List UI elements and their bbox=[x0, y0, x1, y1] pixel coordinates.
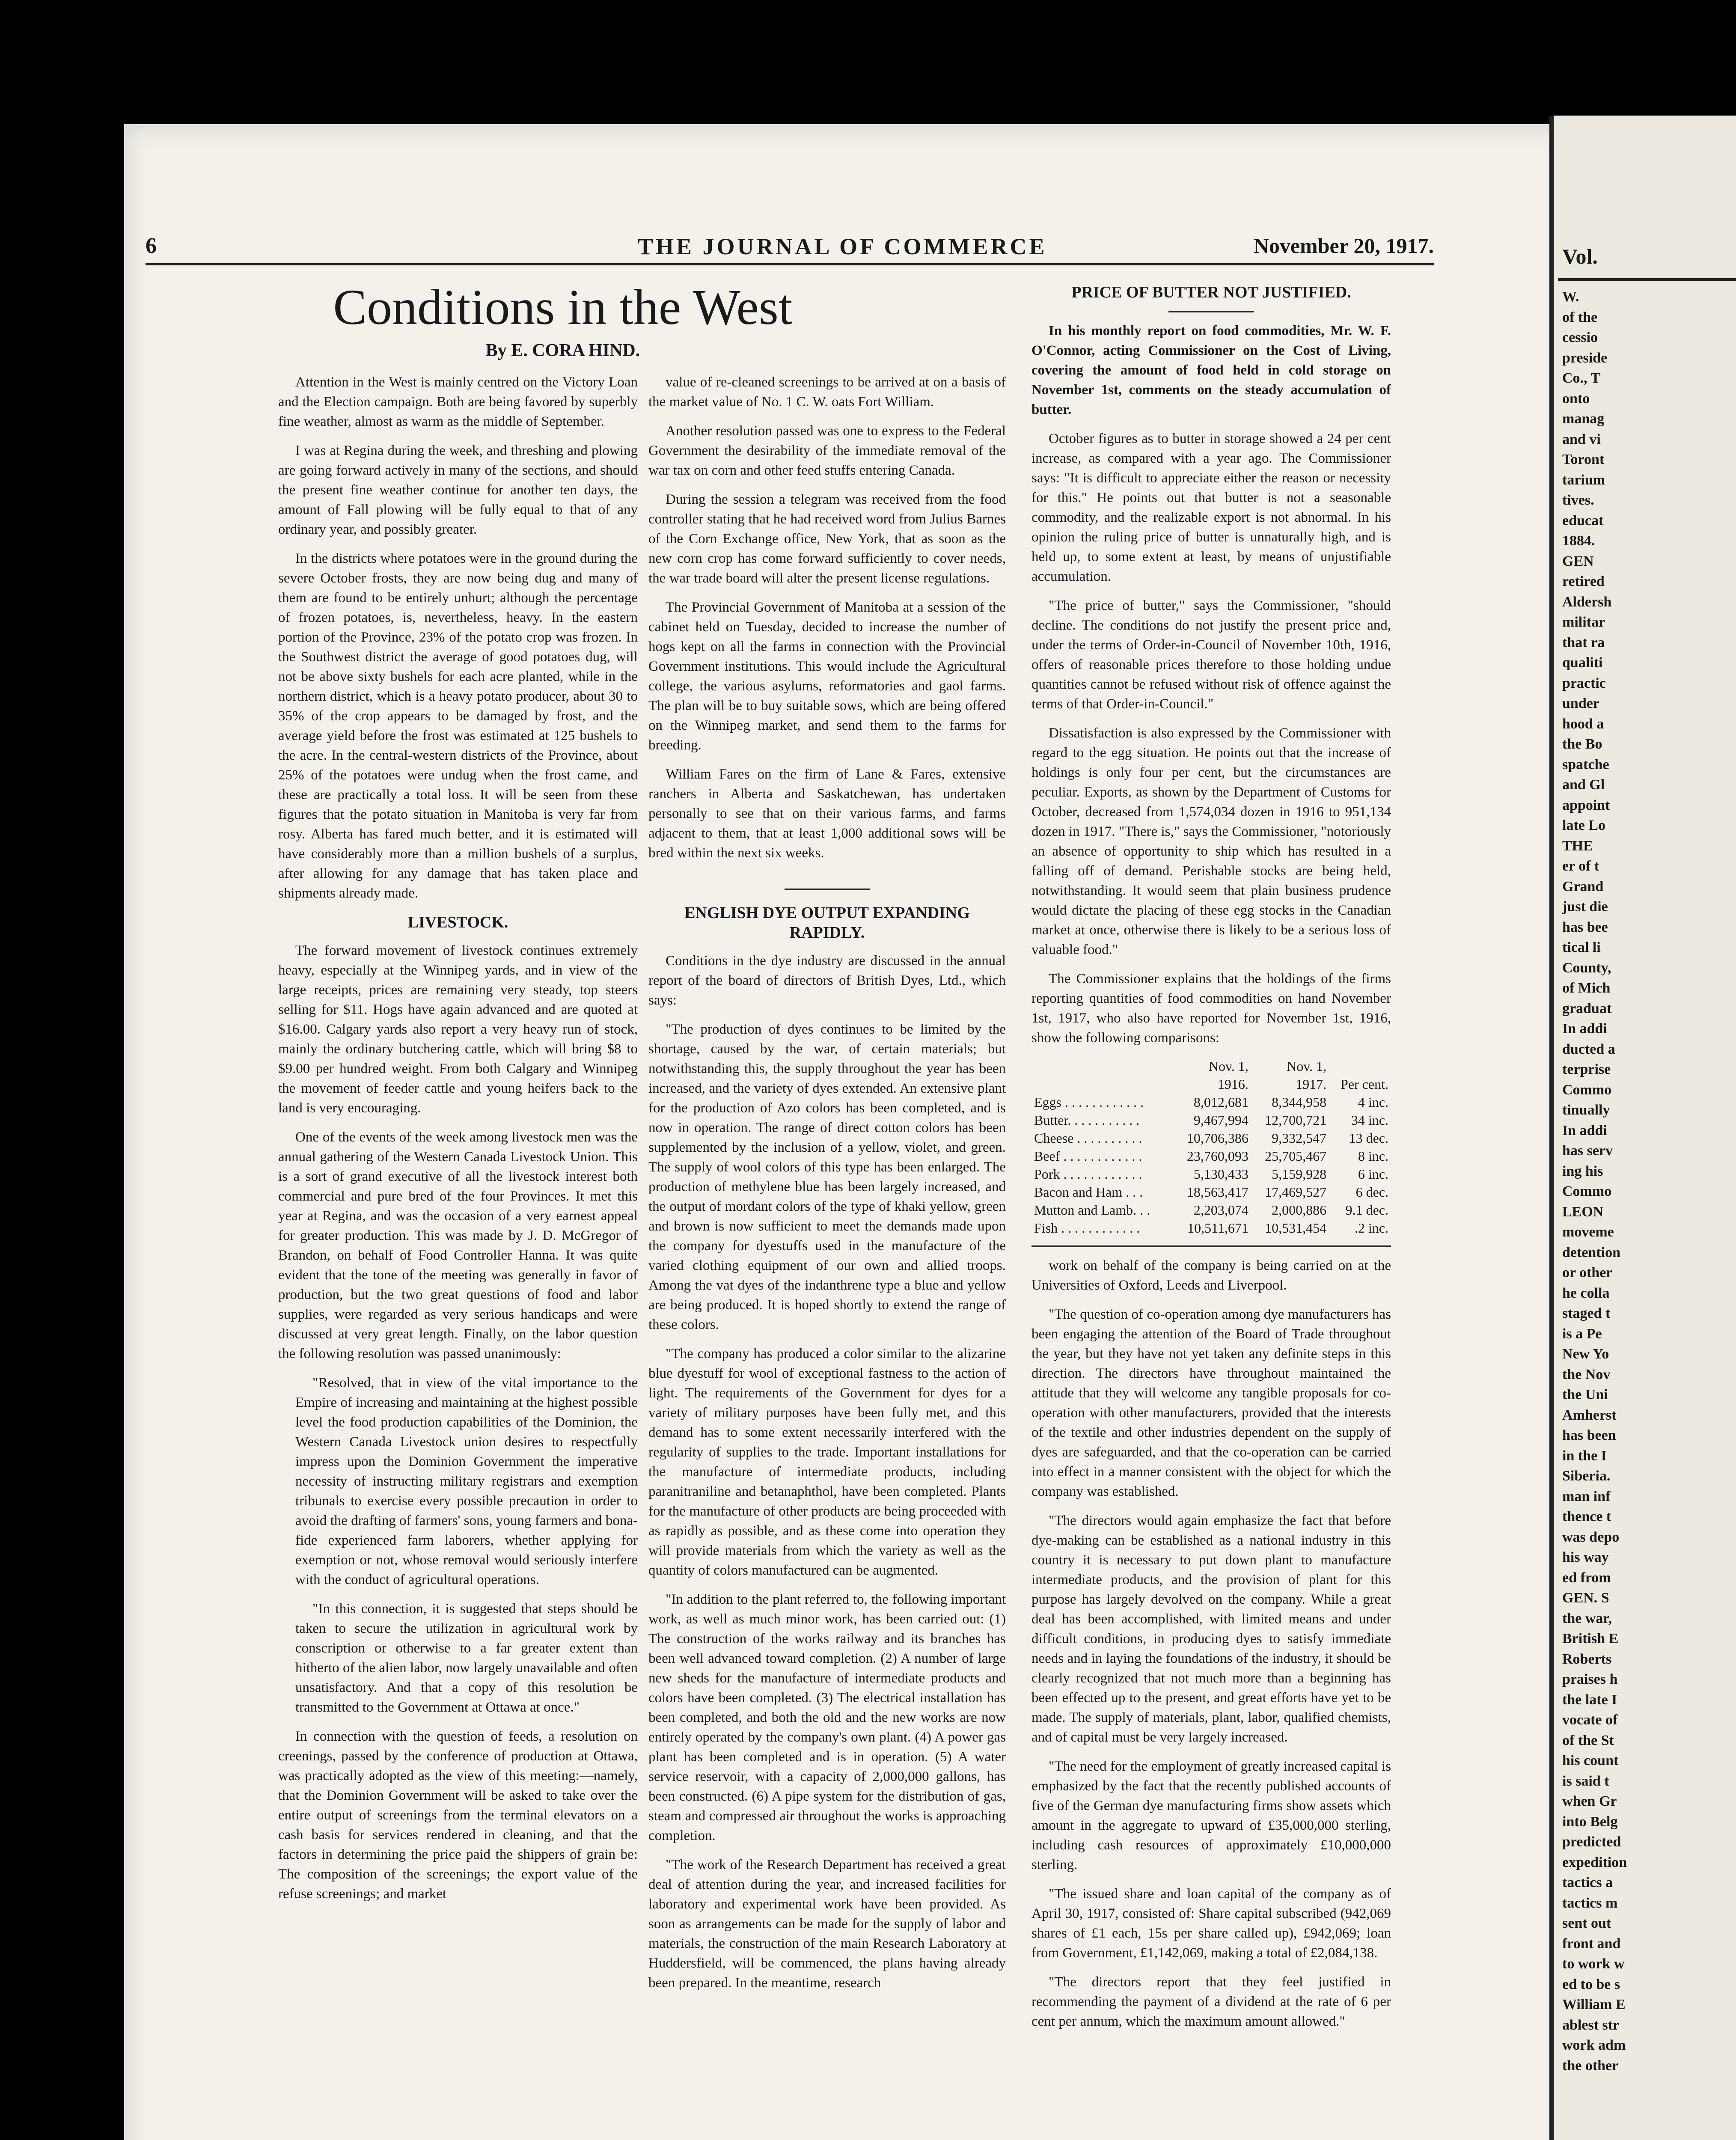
text-fragment: has been bbox=[1562, 1427, 1616, 1443]
text-fragment: the Uni bbox=[1562, 1387, 1608, 1403]
table-cell: Bacon and Ham . . . bbox=[1034, 1184, 1143, 1200]
page-number: 6 bbox=[146, 234, 157, 258]
text-fragment: ing his bbox=[1562, 1163, 1603, 1179]
text-fragment: onto bbox=[1562, 390, 1590, 407]
text-fragment: late Lo bbox=[1562, 817, 1606, 833]
table-header-row bbox=[1031, 1075, 1391, 1093]
text-fragment: in the I bbox=[1562, 1447, 1607, 1464]
paragraph: "In this connection, it is suggested that steps should be taken to secure the utilization in agricultural work by conscription or otherwise to a far greater extent than hitherto of the alien labor, now largely unavailable and often unsatisfactory. And that a copy of this resolution be transmitted to the Government at Ottawa at once." bbox=[295, 1601, 638, 1715]
table-cell: Fish . . . . . . . . . . . . bbox=[1034, 1220, 1140, 1236]
text-fragment: ed from bbox=[1562, 1569, 1611, 1586]
text-fragment: has bee bbox=[1562, 919, 1608, 935]
table-cell: 6 inc. bbox=[1358, 1166, 1388, 1182]
text-fragment: Amherst bbox=[1562, 1407, 1617, 1423]
text-fragment: British E bbox=[1562, 1631, 1619, 1647]
table-cell: 13 dec. bbox=[1349, 1130, 1388, 1146]
table-row bbox=[1031, 1111, 1391, 1129]
text-fragment: sent out bbox=[1562, 1915, 1611, 1931]
table-cell: Butter. . . . . . . . . . . bbox=[1034, 1112, 1140, 1128]
table-cell: 34 inc. bbox=[1351, 1112, 1388, 1128]
text-fragment: LEON bbox=[1562, 1204, 1604, 1220]
text-fragment: of Mich bbox=[1562, 980, 1611, 996]
text-fragment: of the St bbox=[1562, 1732, 1614, 1748]
text-fragment: spatche bbox=[1562, 756, 1609, 773]
text-fragment: preside bbox=[1562, 350, 1608, 366]
text-fragment: work adm bbox=[1562, 2037, 1626, 2053]
text-fragment: the late I bbox=[1562, 1691, 1617, 1708]
paragraph: work on behalf of the company is being carried on at the Universities of Oxford, Leeds and Liverpool. bbox=[1031, 1258, 1391, 1293]
text-fragment: is a Pe bbox=[1562, 1326, 1602, 1342]
text-fragment: he colla bbox=[1562, 1285, 1610, 1301]
table-cell: 8 inc. bbox=[1358, 1148, 1388, 1164]
paragraph: Another resolution passed was one to express to the Federal Government the desirability of the immediate removal of the war tax on corn and other feed stuffs entering Canada. bbox=[648, 423, 1006, 478]
text-fragment: W. bbox=[1562, 289, 1579, 305]
text-fragment: New Yo bbox=[1562, 1346, 1609, 1362]
food-storage-table bbox=[1031, 1057, 1391, 1237]
text-fragment: THE bbox=[1562, 838, 1593, 854]
paragraph: In connection with the question of feeds, a resolution on creenings, passed by the conference of production at Ottawa, was practically adopted as the view of this meeting:—namely, that the Dominion Government will be asked to take over the entire output of screenings from the terminal elevators on a cash basis for services rendered in cleaning, and that the factors in determining the price paid the shippers of grain be: The composition of the screenings; the export value of the refuse screenings; and market bbox=[278, 1729, 638, 1902]
table-cell: 2,203,074 bbox=[1193, 1202, 1248, 1218]
table-cell: .2 inc. bbox=[1354, 1220, 1388, 1236]
text-fragment: just die bbox=[1562, 899, 1608, 915]
text-fragment: er of t bbox=[1562, 858, 1599, 874]
column-3 bbox=[1031, 278, 1391, 2041]
text-fragment: has serv bbox=[1562, 1143, 1613, 1159]
text-fragment: ed to be s bbox=[1562, 1976, 1620, 1992]
column-2 bbox=[648, 372, 1006, 2002]
text-fragment: that ra bbox=[1562, 634, 1605, 651]
table-cell: Pork . . . . . . . . . . . . bbox=[1034, 1166, 1142, 1182]
text-fragment: tactics a bbox=[1562, 1875, 1613, 1890]
text-fragment: practic bbox=[1562, 675, 1606, 691]
text-fragment: or other bbox=[1562, 1265, 1613, 1281]
text-fragment: Commo bbox=[1562, 1082, 1612, 1098]
paragraph: "The price of butter," says the Commissioner, "should decline. The conditions do not justify the present price and, under the terms of Order-in-Council of November 10th, 1916, offers of reasonable prices therefore to those holding undue quantities cannot be refused without risk of offence against the terms of that Order-in-Council." bbox=[1031, 598, 1391, 712]
text-fragment: Toront bbox=[1562, 452, 1605, 467]
livestock-heading: LIVESTOCK. bbox=[407, 913, 508, 931]
text-fragment: cessio bbox=[1562, 330, 1598, 345]
paragraph: "The work of the Research Department has received a great deal of attention during the year, and increased facilities for laboratory and experimental work have been provided. As soon as arrangements can be made for the supply of labor and materials, the construction of the main Research Laboratory at Huddersfield, will be commenced, the plans having already been prepared. In the meantime, research bbox=[648, 1857, 1006, 1991]
text-fragment: educat bbox=[1562, 512, 1604, 529]
paragraph: The forward movement of livestock continues extremely heavy, especially at the Winnipeg yards, and in view of the large receipts, prices are remaining very steady, top steers selling for $11. Hogs have again advanced and are quoted at $16.00. Calgary yards also report a very heavy run of stock, mainly the ordinary butchering cattle, which will bring $8 to $9.00 per hundred weight. From both Calgary and Winnipeg the movement of feeder cattle and young heifers back to the land is very encouraging. bbox=[278, 943, 638, 1116]
paragraph: William Fares on the firm of Lane & Fares, extensive ranchers in Alberta and Saskatchewan, has undertaken personally to see that on their various farms, and farms adjacent to them, that at least 1,000 additional sows will be bred within the next six weeks. bbox=[648, 767, 1006, 861]
issue-date: November 20, 1917. bbox=[1253, 234, 1434, 258]
table-row bbox=[1031, 1201, 1391, 1219]
text-fragment: William E bbox=[1562, 1997, 1626, 2012]
text-fragment: tical li bbox=[1562, 939, 1601, 955]
table-cell: Eggs . . . . . . . . . . . . bbox=[1034, 1094, 1144, 1110]
text-fragment: the Nov bbox=[1562, 1366, 1611, 1382]
table-cell: 5,130,433 bbox=[1193, 1166, 1248, 1182]
text-fragment: man inf bbox=[1562, 1488, 1611, 1504]
table-cell: 2,000,886 bbox=[1272, 1202, 1327, 1218]
table-cell: 17,469,527 bbox=[1265, 1184, 1327, 1200]
paragraph: October figures as to butter in storage showed a 24 per cent increase, as compared with a year ago. The Commissioner says: "It is difficult to appreciate either the reason or necessity for this." He points out that butter is not a seasonable commodity, and the realizable export is not abnormal. In his opinion the ruling price of butter is unnaturally high, and is held up, to some extent at least, by means of unjustifiable accumulation. bbox=[1031, 431, 1391, 584]
text-fragment: the war, bbox=[1562, 1610, 1612, 1626]
paragraph: Attention in the West is mainly centred on the Victory Loan and the Election campaign. Both are being favored by superbly fine weather, almost as warm as the middle of September. bbox=[278, 374, 638, 429]
table-row bbox=[1031, 1165, 1391, 1183]
text-fragment: when Gr bbox=[1562, 1793, 1617, 1809]
text-fragment: GEN bbox=[1562, 553, 1594, 569]
table-cell: 18,563,417 bbox=[1186, 1184, 1248, 1200]
text-fragment: front and bbox=[1562, 1935, 1621, 1952]
table-row bbox=[1031, 1219, 1391, 1237]
text-fragment: appoint bbox=[1562, 797, 1610, 813]
text-fragment: GEN. S bbox=[1562, 1590, 1609, 1606]
paragraph: One of the events of the week among livestock men was the annual gathering of the Western Canada Livestock Union. This is a sort of grand executive of all the livestock interest both commercial and pure bred of the four Provinces. It met this year at Regina, and was the occasion of a very earnest appeal for greater production. This was made by J. D. McGregor of Brandon, on behalf of Food Controller Hanna. It was quite evident that the tone of the meeting was generally in favor of production, but the two great questions of food and labor supplies, were regarded as very serious handicaps and were discussed at very great length. Finally, on the labor question the following resolution was passed unanimously: bbox=[278, 1129, 638, 1361]
text-fragment: predicted bbox=[1562, 1834, 1621, 1850]
butter-headline: PRICE OF BUTTER NOT JUSTIFIED. bbox=[1071, 283, 1351, 301]
text-fragment: into Belg bbox=[1562, 1813, 1618, 1830]
paragraph: The Provincial Government of Manitoba at a session of the cabinet held on Tuesday, decided to increase the number of hogs kept on all the farms in connection with the Provincial Government institutions. This would include the Agricultural college, the various asylums, reformatories and gaol farms. The plan will be to buy suitable sows, which are being offered on the Winnipeg market, and send them to the farms for breeding. bbox=[648, 600, 1006, 753]
paragraph: "The directors report that they feel justified in recommending the payment of a dividend at the rate of 6 per cent per annum, which the maximum amount allowed." bbox=[1031, 1974, 1391, 2029]
publication-title: THE JOURNAL OF COMMERCE bbox=[638, 234, 1047, 259]
table-header-cell: Nov. 1, bbox=[1208, 1058, 1248, 1074]
table-header-row bbox=[1031, 1057, 1391, 1075]
adjacent-page-header: Vol. bbox=[1562, 244, 1598, 268]
table-cell: 9.1 dec. bbox=[1345, 1202, 1388, 1218]
text-fragment: In addi bbox=[1562, 1021, 1607, 1037]
paragraph: In the districts where potatoes were in the ground during the severe October frosts, they are now being dug and many of them are found to be entirely unhurt; although the percentage of frozen potatoes, is, nevertheless, heavy. In the eastern portion of the Province, 23% of the potato crop was frozen. In the Southwest district the average of good potatoes dug, will not be above sixty bushels for each acre planted, while in the northern district, which is a heavy potato producer, about 30 to 35% of the crop appears to be damaged by frost, and the average yield before the frost was estimated at 125 bushels to the acre. In the central-western districts of the Province, about 25% of the potatoes were undug when the frost came, and these are practically a total loss. It will be seen from these figures that the potato situation in Manitoba is very far from rosy. Alberta has fared much better, and it is estimated will have considerably more than a million bushels of a surplus, after allowing for any damage that has taken place and shipments already made. bbox=[278, 551, 638, 901]
table-cell: 10,511,671 bbox=[1187, 1220, 1248, 1236]
table-header-cell: 1917. bbox=[1296, 1076, 1327, 1092]
table-header-cell: Nov. 1, bbox=[1287, 1058, 1327, 1074]
table-header-cell bbox=[1031, 1075, 1173, 1093]
table-cell: 4 inc. bbox=[1358, 1094, 1388, 1110]
adjacent-page-text bbox=[1562, 287, 1627, 2076]
table-cell: 9,467,994 bbox=[1193, 1112, 1248, 1128]
paragraph: Dissatisfaction is also expressed by the Commissioner with regard to the egg situation. He points out that the increase of holdings is only four per cent, but the circumstances are peculiar. Exports, as shown by the Department of Customs for October, decreased from 1,574,034 dozen in 1916 to 951,134 dozen in 1917. "There is," says the Commissioner, "notoriously an absence of opportunity to ship which has resulted in a falling off of demand. Perishable stocks are being held, notwithstanding. It would seem that plain business prudence would dictate the placing of these egg stocks in the Canadian market at once, otherwise there is likely to be a serious loss of valuable food." bbox=[1031, 725, 1391, 957]
article-headline: Conditions in the West bbox=[333, 279, 793, 335]
table-cell: Beef . . . . . . . . . . . . bbox=[1034, 1148, 1142, 1164]
text-fragment: praises h bbox=[1562, 1671, 1618, 1687]
text-fragment: Commo bbox=[1562, 1183, 1612, 1199]
text-fragment: qualiti bbox=[1562, 655, 1603, 671]
paragraph: Conditions in the dye industry are discussed in the annual report of the board of directors of British Dyes, Ltd., which says: bbox=[648, 953, 1006, 1008]
text-fragment: Aldersh bbox=[1562, 594, 1612, 610]
text-fragment: his way bbox=[1562, 1549, 1609, 1565]
table-row bbox=[1031, 1147, 1391, 1165]
table-cell: 8,344,958 bbox=[1272, 1094, 1327, 1110]
table-header-cell: Per cent. bbox=[1341, 1076, 1388, 1092]
paragraph: "The question of co-operation among dye manufacturers has been engaging the attention of the Board of Trade throughout the year, but they have not yet taken any definite steps in this direction. The directors have throughout maintained the attitude that they will welcome any tangible proposals for co-operation with other manufacturers, provided that the interests of the textile and other industries dependent on the supply of dyes are safeguarded, and that the co-operation can be carried into effect in a manner consistent with the object for which the company was established. bbox=[1031, 1307, 1391, 1499]
table-cell: 23,760,093 bbox=[1186, 1148, 1248, 1164]
text-fragment: County, bbox=[1562, 960, 1611, 976]
divider bbox=[1031, 1245, 1391, 1247]
text-fragment: Roberts bbox=[1562, 1651, 1612, 1667]
text-fragment: militar bbox=[1562, 614, 1605, 630]
divider bbox=[1168, 311, 1254, 312]
paragraph: "The need for the employment of greatly increased capital is emphasized by the fact that the recently published accounts of five of the German dye manufacturing firms show assets which amount in the aggregate to upward of £35,000,000 sterling, including cash resources of approximately £10,000,000 sterling. bbox=[1031, 1759, 1391, 1872]
table-cell: 10,706,386 bbox=[1186, 1130, 1248, 1146]
text-fragment: 1884. bbox=[1562, 533, 1595, 549]
table-cell: Cheese . . . . . . . . . . bbox=[1034, 1130, 1142, 1146]
text-fragment: expedition bbox=[1562, 1854, 1627, 1870]
text-fragment: thence t bbox=[1562, 1509, 1611, 1525]
text-fragment: and vi bbox=[1562, 431, 1601, 447]
text-fragment: of the bbox=[1562, 309, 1598, 325]
text-fragment: hood a bbox=[1562, 716, 1604, 732]
text-fragment: moveme bbox=[1562, 1224, 1614, 1240]
lead-paragraph: In his monthly report on food commodities, Mr. W. F. O'Connor, acting Commissioner on the Cost of Living, covering the amount of food held in cold storage on November 1st, comments on the steady accumulation of butter. bbox=[1031, 323, 1391, 417]
table-cell: Mutton and Lamb. . . bbox=[1034, 1202, 1150, 1218]
table-cell: 25,705,467 bbox=[1265, 1148, 1327, 1164]
text-fragment: his count bbox=[1562, 1753, 1619, 1768]
text-fragment: Co., T bbox=[1562, 370, 1601, 386]
text-fragment: tives. bbox=[1562, 492, 1594, 508]
table-cell: 12,700,721 bbox=[1265, 1112, 1327, 1128]
column-1 bbox=[278, 372, 638, 1913]
resolution-quote bbox=[295, 1373, 638, 1717]
masthead bbox=[146, 233, 1434, 265]
text-fragment: to work w bbox=[1562, 1956, 1625, 1972]
divider bbox=[1558, 278, 1736, 281]
text-fragment: vocate of bbox=[1562, 1712, 1618, 1728]
table-cell: 5,159,928 bbox=[1272, 1166, 1327, 1182]
table-header-cell bbox=[1031, 1057, 1173, 1075]
paragraph: "The production of dyes continues to be limited by the shortage, caused by the war, of certain materials; but notwithstanding this, the supply throughout the year has been increased, and the variety of dyes extended. An extensive plant for the production of Azo colors has been completed, and is now in operation. The range of direct cotton colors has been supplemented by the inclusion of a yellow, violet, and green. The supply of wool colors of this type has been enlarged. The production of methylene blue has been largely increased, and the output of mordant colors of the type of khaki yellow, green and brown is now sufficient to meet the demands made upon the company for dyestuffs used in the manufacture of the varied clothing equipment of our own and allied troops. Among the vat dyes of the indanthrene type a blue and yellow are being produced. It is hoped shortly to extend the range of these colors. bbox=[648, 1022, 1006, 1332]
table-cell: 8,012,681 bbox=[1193, 1094, 1248, 1110]
text-fragment: is said t bbox=[1562, 1773, 1609, 1789]
paragraph: I was at Regina during the week, and threshing and plowing are going forward actively in many of the sections, and should the present fine weather continue for another ten days, the amount of Fall plowing will be fully equal to that of any ordinary year, and possibly greater. bbox=[278, 443, 638, 537]
dye-headline: ENGLISH DYE OUTPUT EXPANDING RAPIDLY. bbox=[684, 904, 970, 942]
article-byline: By E. CORA HIND. bbox=[485, 341, 640, 360]
text-fragment: and Gl bbox=[1562, 777, 1605, 793]
table-cell: 6 dec. bbox=[1356, 1184, 1388, 1200]
text-fragment: tactics m bbox=[1562, 1895, 1618, 1911]
text-fragment: the other bbox=[1562, 2057, 1619, 2074]
paragraph: "Resolved, that in view of the vital importance to the Empire of increasing and maintaining at the highest possible level the food production capabilities of the Dominion, the Western Canada Livestock union desires to respectfully impress upon the Dominion Government the imperative necessity of instructing military registrars and exemption tribunals to exercise every possible precaution in order to avoid the drafting of farmers' sons, young farmers and bona-fide experienced farm laborers, whether applying for exemption or not, whose removal would seriously interfere with the conduct of agricultural operations. bbox=[295, 1375, 638, 1587]
paragraph: The Commissioner explains that the holdings of the firms reporting quantities of food commodities on hand November 1st, 1917, who also have reported for November 1st, 1916, show the following comparisons: bbox=[1031, 971, 1391, 1046]
table-row bbox=[1031, 1093, 1391, 1111]
text-fragment: Siberia. bbox=[1562, 1468, 1611, 1484]
text-fragment: was depo bbox=[1562, 1529, 1620, 1545]
text-fragment: staged t bbox=[1562, 1305, 1611, 1321]
paragraph: During the session a telegram was received from the food controller stating that he had received word from Julius Barnes of the Corn Exchange office, New York, that as soon as the new corn crop has come forward sufficiently to cover needs, the war trade board will alter the present license regulations. bbox=[648, 492, 1006, 586]
paragraph: "The issued share and loan capital of the company as of April 30, 1917, consisted of: Share capital subscribed (942,069 shares of £1 each, 15s per share called up), £942,069; loan from Government, £1,142,069, making a total of £2,084,138. bbox=[1031, 1886, 1391, 1961]
text-fragment: manag bbox=[1562, 411, 1605, 427]
table-header-cell bbox=[1329, 1057, 1391, 1075]
text-fragment: ducted a bbox=[1562, 1041, 1615, 1057]
table-cell: 9,332,547 bbox=[1272, 1130, 1327, 1146]
text-fragment: Grand bbox=[1562, 878, 1604, 895]
divider bbox=[785, 889, 870, 890]
table-row bbox=[1031, 1129, 1391, 1147]
table-header-cell: 1916. bbox=[1217, 1076, 1248, 1092]
text-fragment: graduat bbox=[1562, 1000, 1612, 1016]
text-fragment: In addi bbox=[1562, 1122, 1607, 1138]
paragraph: "The company has produced a color similar to the alizarine blue dyestuff for wool of exceptional fastness to the action of light. The requirements of the Government for dyes for a variety of military purposes have been fully met, and this demand has to some extent necessarily interfered with the regularity of supplies to the trade. Important installations for the manufacture of intermediate products, including paranitraniline and betanaphthol, have been completed. Plants for the manufacture of other products are being proceeded with as rapidly as possible, and as these come into operation they will provide materials from which the variety as well as the quantity of colors manufactured can be augmented. bbox=[648, 1346, 1006, 1578]
text-fragment: retired bbox=[1562, 574, 1605, 589]
text-fragment: terprise bbox=[1562, 1061, 1611, 1077]
paragraph: "In addition to the plant referred to, the following important work, as well as much minor work, has been carried out: (1) The construction of the works railway and its branches has been well advanced toward completion. (2) A number of large new sheds for the manufacture of intermediate products and colors have been completed. (3) The electrical installation has been completed, and both the old and the new works are now entirely operated by the company's own plant. (4) A power gas plant has been completed and is in operation. (5) A water service reservoir, with a capacity of 2,000,000 gallons, has been constructed. (6) A pipe system for the distribution of gas, steam and compressed air throughout the works is approaching completion. bbox=[648, 1592, 1006, 1843]
adjacent-page-edge bbox=[1549, 116, 1736, 2140]
paragraph: value of re-cleaned screenings to be arrived at on a basis of the market value of No. 1 C. W. oats Fort William. bbox=[648, 374, 1006, 410]
table-row bbox=[1031, 1183, 1391, 1201]
text-fragment: detention bbox=[1562, 1244, 1620, 1260]
text-fragment: tinually bbox=[1562, 1102, 1610, 1118]
text-fragment: ablest str bbox=[1562, 2017, 1620, 2033]
table-cell: 10,531,454 bbox=[1265, 1220, 1327, 1236]
text-fragment: under bbox=[1562, 696, 1599, 711]
text-fragment: tarium bbox=[1562, 472, 1605, 488]
paragraph: "The directors would again emphasize the fact that before dye-making can be established as a national industry in this country it is necessary to put down plant to manufacture intermediate products, and the provision of plant for this purpose has largely devolved on the company. While a great deal has been accomplished, with limited means and under difficult conditions, in producing dyes to satisfy immediate needs and in laying the foundations of the industry, it should be clearly recognized that not much more than a beginning has been effected up to the present, and great efforts have yet to be made. The supply of materials, plant, labor, qualified chemists, and of capital must be very largely increased. bbox=[1031, 1513, 1391, 1745]
text-fragment: the Bo bbox=[1562, 736, 1602, 752]
